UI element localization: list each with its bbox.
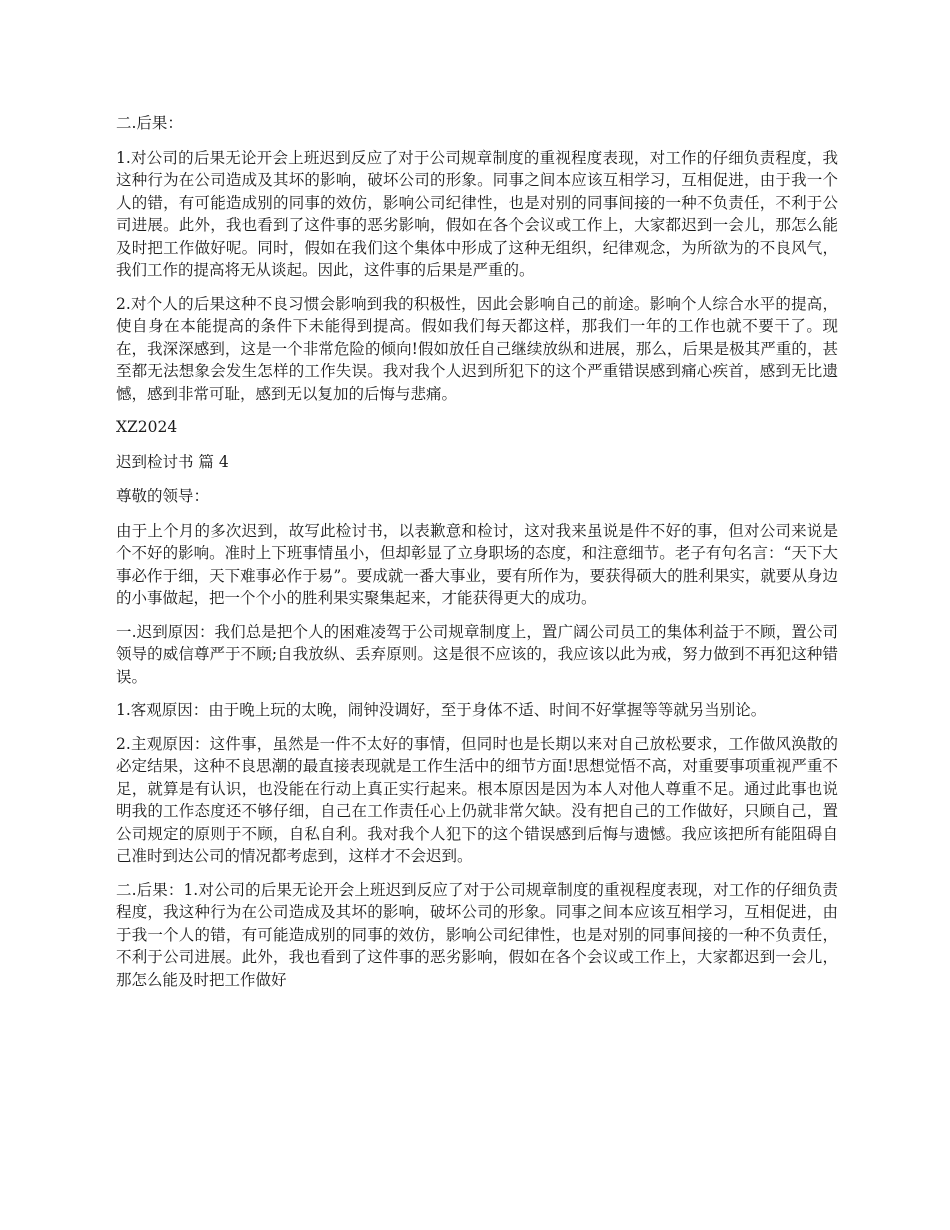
- paragraph-consequences-repeat: 二.后果：1.对公司的后果无论开会上班迟到反应了对于公司规章制度的重视程度表现，对工作的仔细负责程度，我这种行为在公司造成及其坏的影响，破坏公司的形象。同事之间本应该互相学习，互相促进，由于我一个人的错，有可能造成别的同事的效仿，影响公司纪律性，也是对别的同事间接的一种不负责任，不利于公司进展。此外，我也看到了这件事的恶劣影响，假如在各个会议或工作上，大家都迟到一会儿，那怎么能及时把工作做好: [116, 880, 838, 989]
- document-code: XZ2024: [116, 418, 178, 436]
- paragraph-introduction: 由于上个月的多次迟到，故写此检讨书，以表歉意和检讨，这对我来虽说是件不好的事，但对公司来说是个不好的影响。准时上下班事情虽小，但却彰显了立身职场的态度，和注意细节。老子有句名言：“天下大事必作于细，天下难事必作于易”。要成就一番大事业，要有所作为，要获得硕大的胜利果实，就要从身边的小事做起，把一个个小的胜利果实聚集起来，才能获得更大的成功。: [116, 521, 838, 607]
- section-heading-consequences: 二.后果：: [116, 114, 183, 132]
- paragraph-subjective-reasons: 2.主观原因：这件事，虽然是一件不太好的事情，但同时也是长期以来对自己放松要求，工作做风涣散的必定结果，这种不良思潮的最直接表现就是工作生活中的细节方面!思想觉悟不高，对重要事项重视严重不足，就算是有认识，也没能在行动上真正实行起来。根本原因是因为本人对他人尊重不足。通过此事也说明我的工作态度还不够仔细，自己在工作责任心上仍就非常欠缺。没有把自己的工作做好，只顾自己，置公司规定的原则于不顾，自私自利。我对我个人犯下的这个错误感到后悔与遗憾。我应该把所有能阻碍自己准时到达公司的情况都考虑到，这样才不会迟到。: [116, 734, 838, 865]
- paragraph-reasons: 一.迟到原因：我们总是把个人的困难凌驾于公司规章制度上，置广阔公司员工的集体利益于不顾，置公司领导的威信尊严于不顾;自我放纵、丢弃原则。这是很不应该的，我应该以此为戒，努力做到不再犯这种错误。: [116, 622, 838, 686]
- document-page: [116, 112, 838, 1002]
- paragraph-company-consequences: 1.对公司的后果无论开会上班迟到反应了对于公司规章制度的重视程度表现，对工作的仔细负责程度，我这种行为在公司造成及其坏的影响，破坏公司的形象。同事之间本应该互相学习，互相促进，由于我一个人的错，有可能造成别的同事的效仿，影响公司纪律性，也是对别的同事间接的一种不负责任，不利于公司进展。此外，我也看到了这件事的恶劣影响，假如在各个会议或工作上，大家都迟到一会儿，那怎么能及时把工作做好呢。同时，假如在我们这个集体中形成了这种无组织，纪律观念，为所欲为的不良风气，我们工作的提高将无从谈起。因此，这件事的后果是严重的。: [116, 148, 838, 279]
- paragraph-objective-reasons: 1.客观原因：由于晚上玩的太晚，闹钟没调好，至于身体不适、时间不好掌握等等就另当别论。: [116, 701, 767, 719]
- document-title: 迟到检讨书 篇 4: [116, 452, 229, 471]
- salutation: 尊敬的领导：: [116, 487, 210, 505]
- paragraph-personal-consequences: 2.对个人的后果这种不良习惯会影响到我的积极性，因此会影响自己的前途。影响个人综合水平的提高，使自身在本能提高的条件下未能得到提高。假如我们每天都这样，那我们一年的工作也就不要干了。现在，我深深感到，这是一个非常危险的倾向!假如放任自己继续放纵和进展，那么，后果是极其严重的，甚至都无法想象会发生怎样的工作失误。我对我个人迟到所犯下的这个严重错误感到痛心疾首，感到无比遗憾，感到非常可耻，感到无以复加的后悔与悲痛。: [116, 294, 838, 403]
